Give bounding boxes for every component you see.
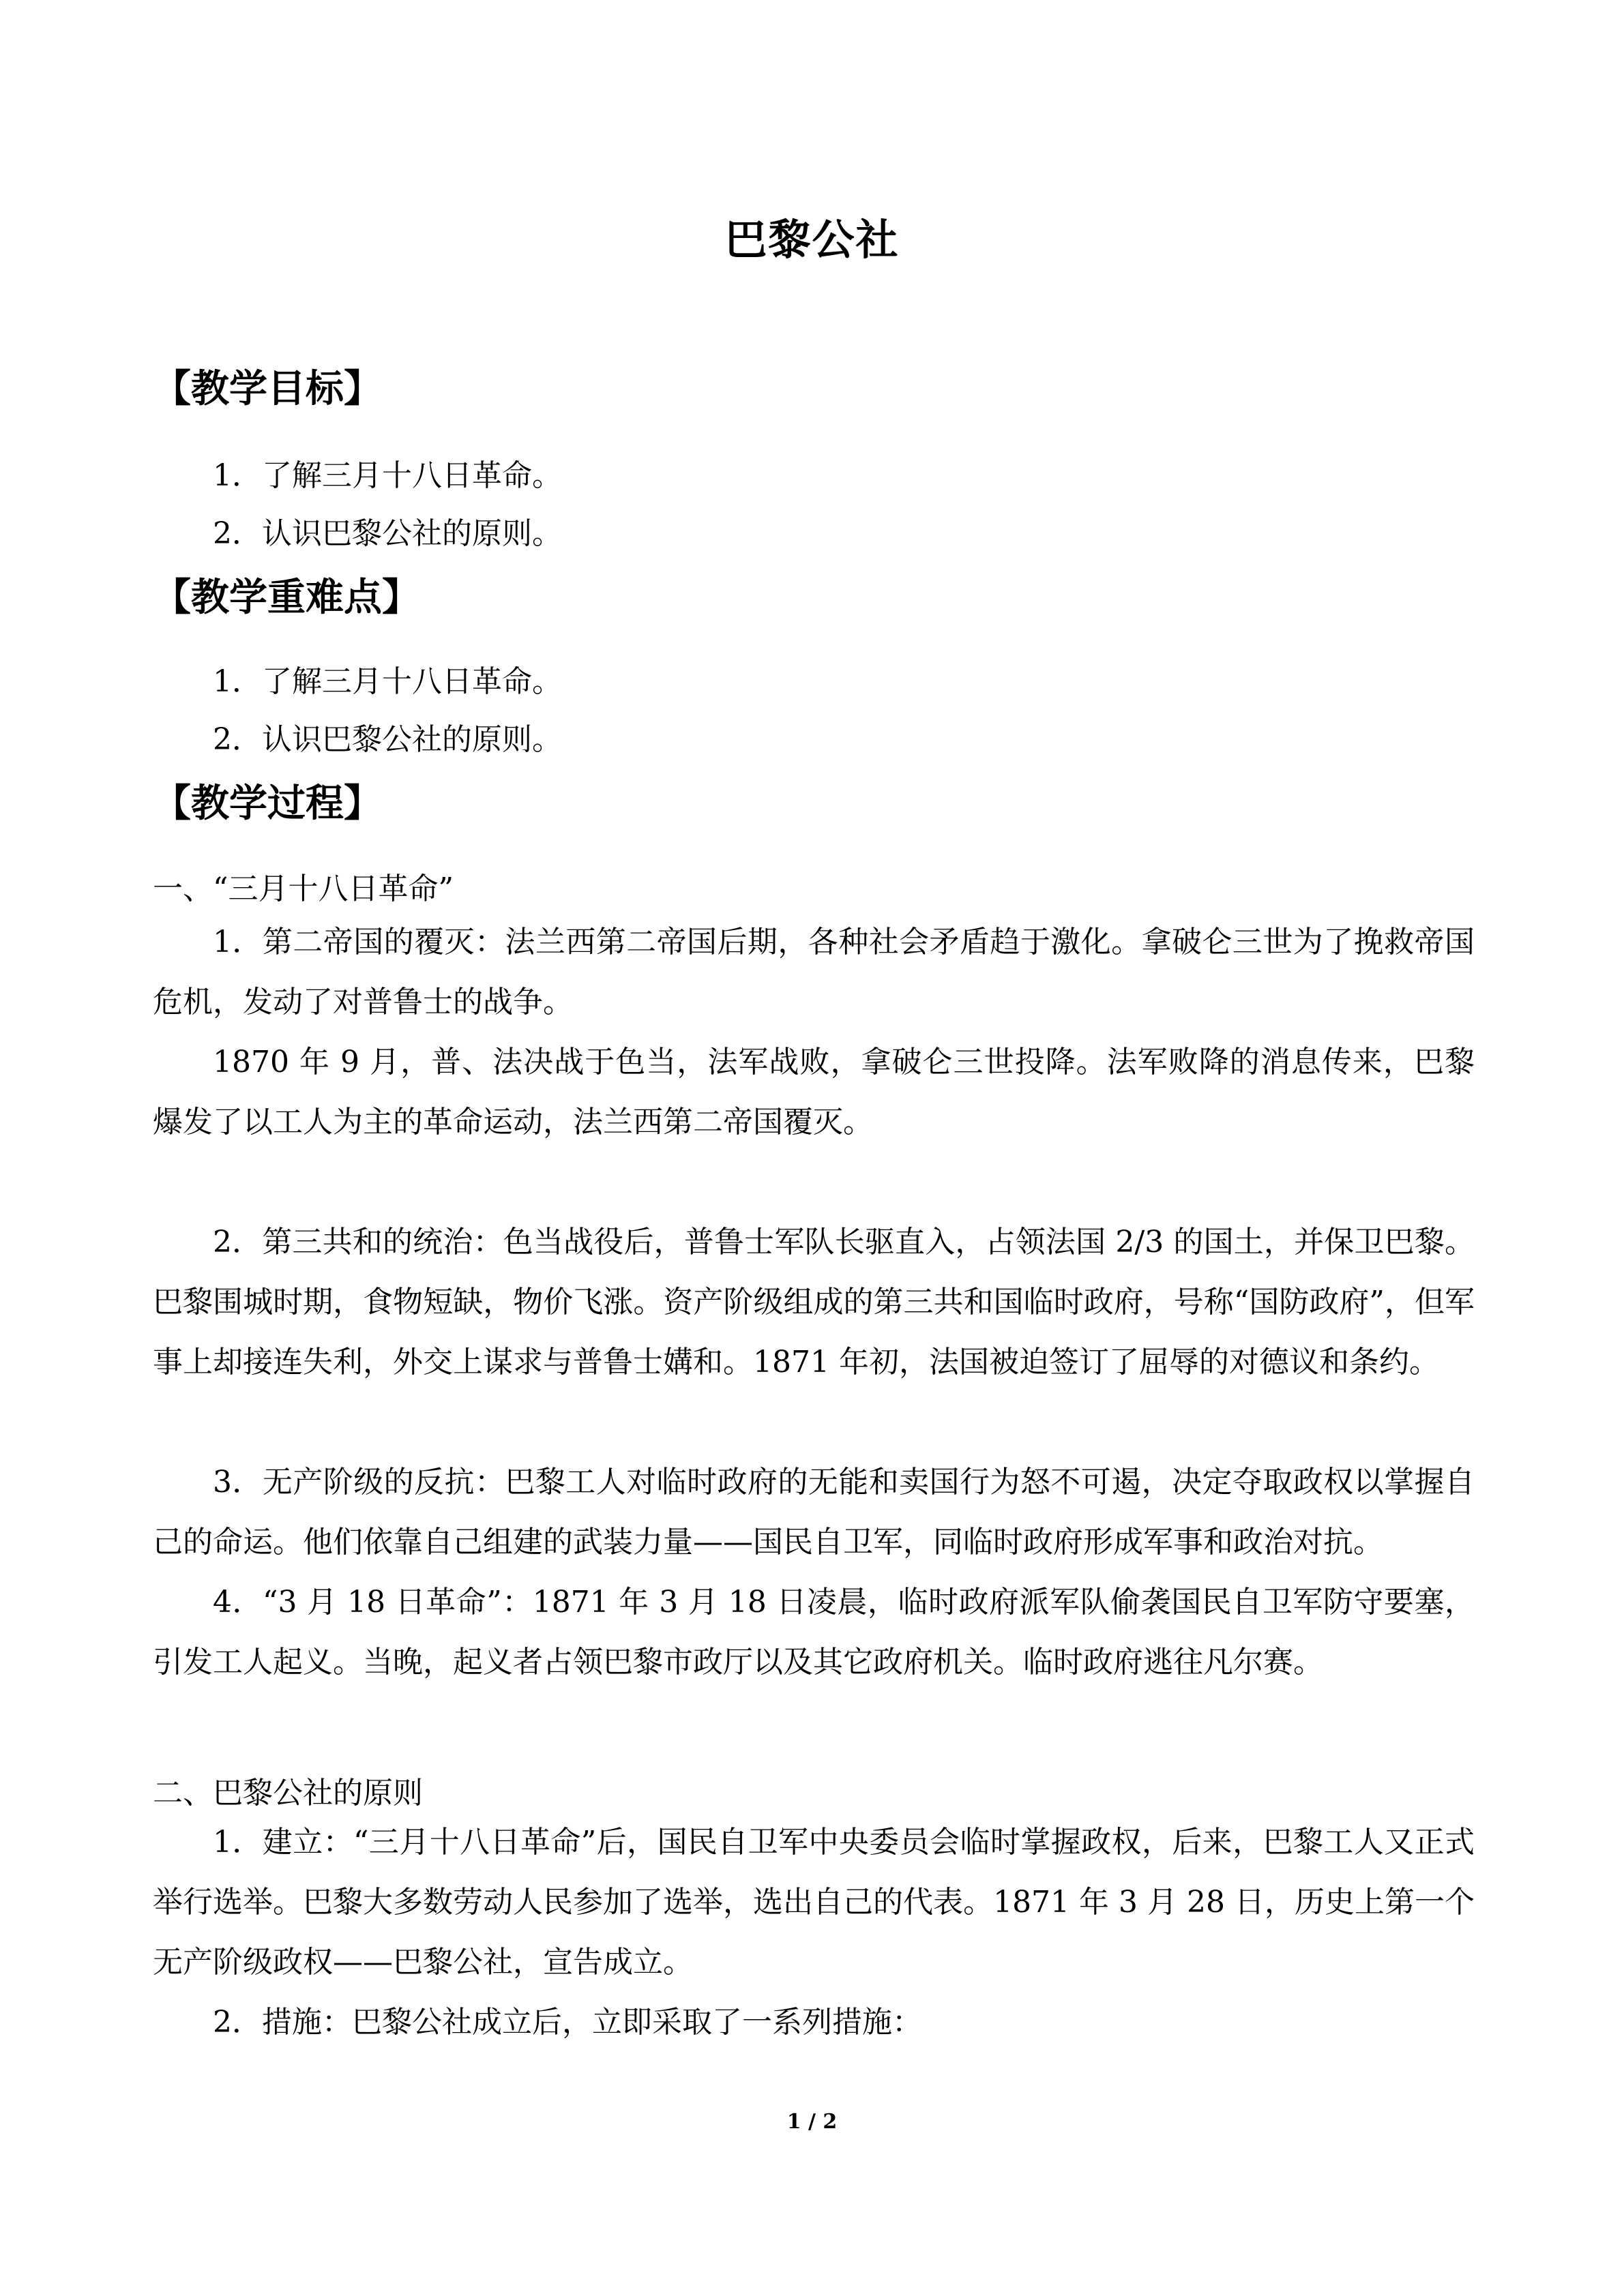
section1-paragraph-4: 3．无产阶级的反抗：巴黎工人对临时政府的无能和卖国行为怒不可遏，决定夺取政权以掌握自己的命运。他们依靠自己组建的武装力量——国民自卫军，同临时政府形成军事和政治对抗。 (153, 1465, 1475, 1560)
key-points-heading: 【教学重难点】 (153, 575, 420, 620)
section1-paragraph-5: 4．“3 月 18 日革命”：1871 年 3 月 18 日凌晨，临时政府派军队偷袭国民自卫军防守要塞，引发工人起义。当晚，起义者占领巴黎市政厅以及其它政府机关。临时政府逃往凡尔赛。 (153, 1585, 1475, 1680)
section2-paragraph-1: 1．建立：“三月十八日革命”后，国民自卫军中央委员会临时掌握政权，后来，巴黎工人又正式举行选举。巴黎大多数劳动人民参加了选举，选出自己的代表。1871 年 3 月 28 日，历史上第一个无产阶级政权——巴黎公社，宣告成立。 (153, 1825, 1475, 1980)
section1-paragraph-3: 2．第三共和的统治：色当战役后，普鲁士军队长驱直入，占领法国 2/3 的国土，并保卫巴黎。巴黎围城时期，食物短缺，物价飞涨。资产阶级组成的第三共和国临时政府，号称“国防政府”，但军事上却接连失利，外交上谋求与普鲁士媾和。1871 年初，法国被迫签订了屈辱的对德议和条约。 (153, 1225, 1475, 1380)
section1-paragraph-2: 1870 年 9 月，普、法决战于色当，法军战败，拿破仑三世投降。法军败降的消息传来，巴黎爆发了以工人为主的革命运动，法兰西第二帝国覆灭。 (153, 1045, 1475, 1139)
objective-item-2: 2．认识巴黎公社的原则。 (213, 516, 562, 551)
section2-title: 二、巴黎公社的原则 (153, 1776, 423, 1810)
section1-paragraph-1: 1．第二帝国的覆灭：法兰西第二帝国后期，各种社会矛盾趋于激化。拿破仑三世为了挽救帝国危机，发动了对普鲁士的战争。 (153, 925, 1475, 1019)
section1-title: 一、“三月十八日革命” (153, 871, 454, 906)
objective-item-1: 1．了解三月十八日革命。 (213, 458, 562, 493)
process-heading: 【教学过程】 (153, 781, 382, 826)
objectives-heading: 【教学目标】 (153, 366, 382, 411)
section2-paragraph-2: 2．措施：巴黎公社成立后，立即采取了一系列措施： (213, 2005, 922, 2040)
document-title: 巴黎公社 (724, 215, 900, 265)
key-point-item-2: 2．认识巴黎公社的原则。 (213, 722, 562, 757)
page-number: 1 / 2 (786, 2110, 838, 2134)
key-point-item-1: 1．了解三月十八日革命。 (213, 664, 562, 699)
